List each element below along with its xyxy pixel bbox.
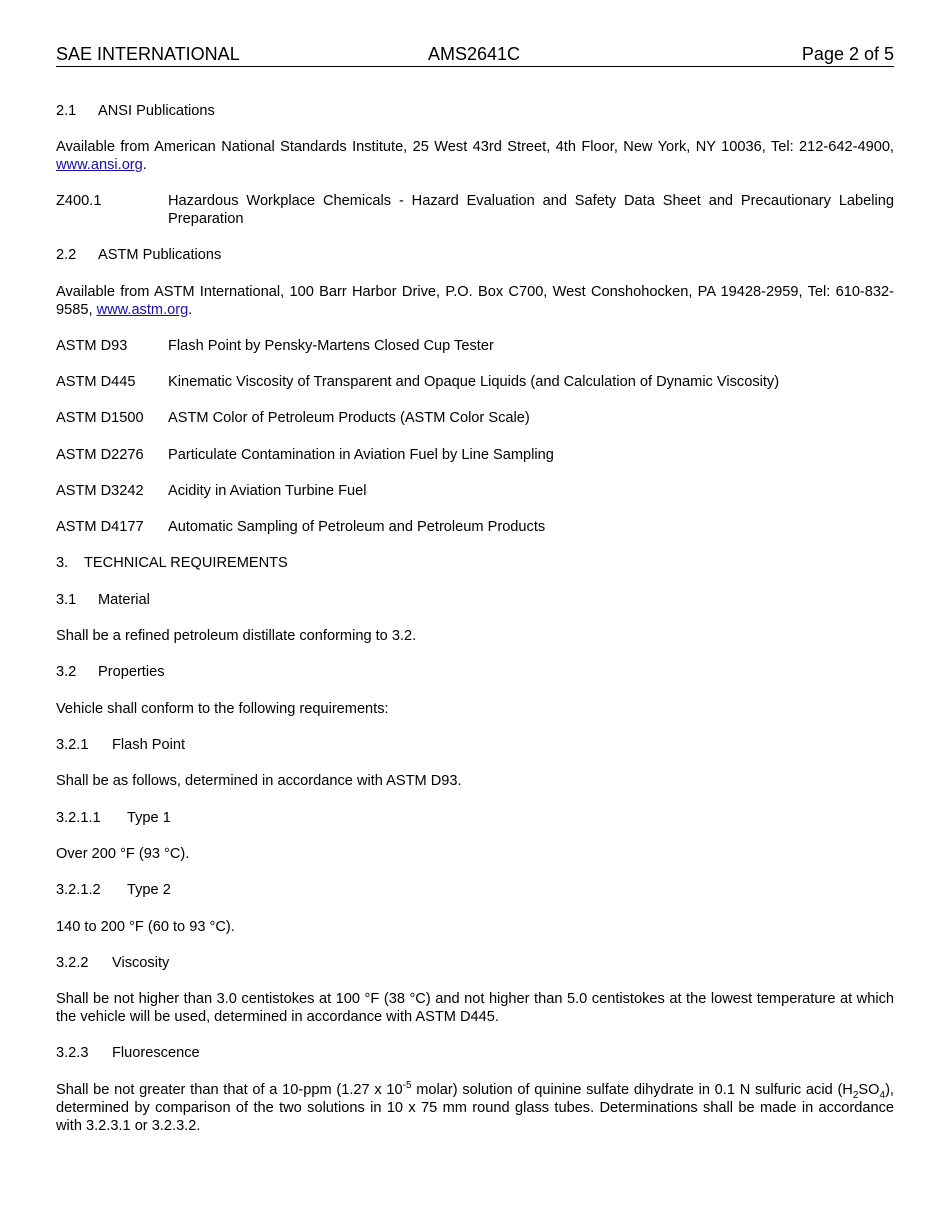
- section-3-heading: 3. TECHNICAL REQUIREMENTS: [56, 555, 288, 571]
- astm-availability: Available from ASTM International, 100 Barr Harbor Drive, P.O. Box C700, West Conshohocken, PA 19428-2959, Tel: 610-832-9585, www.astm.org.: [56, 284, 894, 318]
- ref-desc: Acidity in Aviation Turbine Fuel: [168, 483, 367, 499]
- ref-desc: Hazardous Workplace Chemicals - Hazard Evaluation and Safety Data Sheet and Precautionary Labeling Preparation: [168, 193, 894, 227]
- ref-desc: ASTM Color of Petroleum Products (ASTM Color Scale): [168, 410, 530, 426]
- astm-ref-row: [56, 409, 894, 427]
- astm-ref-row: [56, 337, 894, 355]
- section-3-2-2-heading: 3.2.2 Viscosity: [56, 955, 170, 971]
- section-3-2-text: Vehicle shall conform to the following requirements:: [56, 701, 389, 717]
- astm-ref-row: [56, 373, 894, 391]
- section-3-2-1-text: Shall be as follows, determined in accordance with ASTM D93.: [56, 773, 462, 789]
- section-3-1-heading: 3.1 Material: [56, 592, 150, 608]
- ansi-link[interactable]: www.ansi.org: [56, 157, 143, 173]
- section-3-1-text: Shall be a refined petroleum distillate conforming to 3.2.: [56, 628, 417, 644]
- ref-desc: Kinematic Viscosity of Transparent and Opaque Liquids (and Calculation of Dynamic Viscosity): [168, 374, 780, 390]
- section-3-2-1-heading: 3.2.1 Flash Point: [56, 737, 186, 753]
- section-3-2-heading: 3.2 Properties: [56, 664, 165, 680]
- section-3-2-1-1-heading: 3.2.1.1 Type 1: [56, 810, 171, 826]
- header-doc-number: AMS2641C: [428, 44, 521, 64]
- page-header: [56, 44, 894, 67]
- ref-code: ASTM D93: [56, 338, 128, 354]
- ref-code: ASTM D3242: [56, 483, 144, 499]
- ref-code: Z400.1: [56, 193, 102, 209]
- ref-desc: Particulate Contamination in Aviation Fuel by Line Sampling: [168, 447, 554, 463]
- ref-desc: Automatic Sampling of Petroleum and Petroleum Products: [168, 519, 546, 535]
- astm-ref-row: [56, 446, 894, 464]
- astm-ref-row: [56, 482, 894, 500]
- section-2-1-heading: 2.1 ANSI Publications: [56, 103, 215, 119]
- ref-desc: Flash Point by Pensky-Martens Closed Cup Tester: [168, 338, 494, 354]
- ansi-availability: Available from American National Standards Institute, 25 West 43rd Street, 4th Floor, New York, NY 10036, Tel: 212-642-4900, www.ansi.org.: [56, 139, 894, 173]
- ref-code: ASTM D1500: [56, 410, 144, 426]
- section-2-2-heading: 2.2 ASTM Publications: [56, 247, 222, 263]
- section-3-2-3-text: Shall be not greater than that of a 10-ppm (1.27 x $10^{-5}$ molar) solution of quinine sulfate dihydrate in 0.1 N sulfuric acid $(H_2SO_4)$, determined by comparison of the two solutions in 10 x 75 mm round glass tubes. Determinations shall be made in accordance with 3.2.3.1 or 3.2.3.2.: [56, 1080, 894, 1134]
- section-3-2-1-1-text: Over 200 °F (93 °C).: [56, 846, 190, 862]
- header-page-number: Page 2 of 5: [801, 44, 894, 64]
- astm-link[interactable]: www.astm.org: [96, 302, 189, 318]
- header-org: SAE INTERNATIONAL: [56, 44, 240, 64]
- astm-ref-row: [56, 518, 894, 536]
- section-3-2-3-heading: 3.2.3 Fluorescence: [56, 1045, 200, 1061]
- ref-code: ASTM D4177: [56, 519, 144, 535]
- section-3-2-1-2-heading: 3.2.1.2 Type 2: [56, 882, 171, 898]
- section-3-2-1-2-text: 140 to 200 °F (60 to 93 °C).: [56, 919, 235, 935]
- ansi-ref-row: [56, 192, 894, 228]
- ref-code: ASTM D445: [56, 374, 136, 390]
- section-3-2-2-text: Shall be not higher than 3.0 centistokes at 100 °F (38 °C) and not higher than 5.0 centistokes at the lowest temperature at which the vehicle will be used, determined in accordance with ASTM D445.: [56, 991, 894, 1025]
- ref-code: ASTM D2276: [56, 447, 144, 463]
